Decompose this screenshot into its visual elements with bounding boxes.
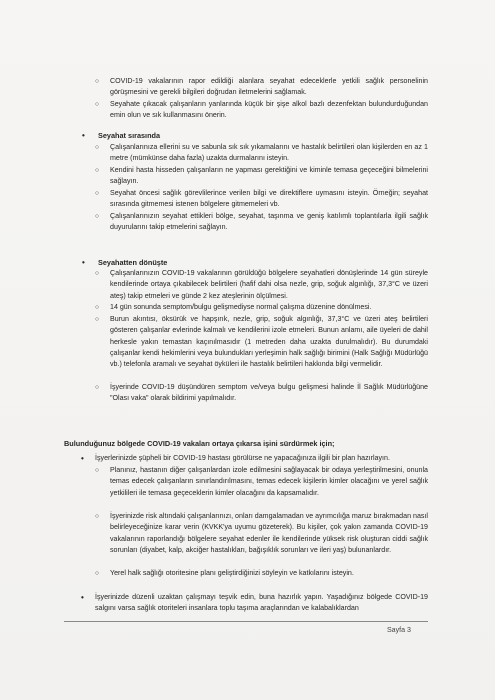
circle-bullet-icon: ○: [95, 513, 99, 520]
circle-bullet-icon: ○: [95, 304, 99, 311]
disc-bullet-icon: •: [82, 131, 85, 140]
circle-bullet-icon: ○: [95, 190, 99, 197]
circle-bullet-icon: ○: [95, 167, 99, 174]
disc-bullet-icon: •: [81, 593, 84, 602]
list-item: ○ Kendini hasta hisseden çalışanların ne yapması gerektiğini ve kiminle temasa geçeceğini bilmelerini sağlayın.: [95, 166, 428, 186]
list-item: ○ Burun akıntısı, öksürük ve hapşırık, nezle, grip, soğuk algınlığı, 37,3°C ve üzeri ateş belirtileri gösteren çalışanlar evlerinde kalmalı ve kendilerini izole etmeleri. Bunun anlamı, aile üyeleri de dahil herkesle yakın temastan kaçınılmasıdır (1 metreden daha uzakta durulmalıdır). Bu durumdaki çalışanlar kendi hekimlerini veya bulundukları yerleşimin halk sağlığı birimini (Halk Sağlığı Müdürlüğü vb.) telefonla aramalı ve seyahat öyküleri ile hastalık belirtileri hakkında bilgi vermelidir.: [95, 315, 428, 369]
list-item: ○ Çalışanlarınıza ellerini su ve sabunla sık sık yıkamalarını ve hastalık belirtileri olan kişilerden en az 1 metre (mümkünse daha fazla) uzakta durmalarını isteyin.: [95, 143, 428, 163]
disc-bullet-icon: •: [82, 258, 85, 267]
circle-bullet-icon: ○: [95, 101, 99, 108]
list-item: ○ Seyahate çıkacak çalışanların yanlarında küçük bir şişe alkol bazlı dezenfektan bulundurduğundan emin olun ve sık kullanmasını önerin.: [95, 100, 428, 120]
list-item: ○ 14 gün sonunda semptom/bulgu gelişmediyse normal çalışma düzenine dönülmesi.: [110, 302, 428, 313]
footer-divider: [64, 621, 428, 622]
circle-bullet-icon: ○: [95, 384, 99, 391]
list-item: • İşyerlerinizde şüpheli bir COVID-19 hastası görülürse ne yapacağınıza ilgili bir plan hazırlayın.: [81, 454, 390, 463]
list-item: ○ Çalışanlarınızın COVID-19 vakalarının görüldüğü bölgelere seyahatleri dönüşlerinde 14 gün süreyle kendilerinde ortaya çıkabilecek belirtileri (hafif dahi olsa nezle, grip, soğuk algınlığı, 37,3°C ve üzeri ateş) takip etmeleri ve günde 2 kez ateşlerinin ölçülmesi.: [95, 269, 428, 300]
list-item: ○ İşyerinde COVID-19 düşündüren semptom ve/veya bulgu gelişmesi halinde İl Sağlık Müdürlüğüne "Olası vaka" olarak bildirimi yapılmalıdır.: [95, 383, 428, 403]
disc-bullet-icon: •: [81, 454, 84, 463]
list-item: ○ Planınız, hastanın diğer çalışanlardan izole edilmesini sağlayacak bir odaya yerleştirilmesini, onunla temas edecek çalışanların sınırlandırılmasını, temas edecek kişilerin kimler olacağını ve yerel sağlık yetkilileri ile temasa geçeceklerin kimler olacağını da kapsamalıdır.: [95, 466, 428, 497]
circle-bullet-icon: ○: [95, 467, 99, 474]
circle-bullet-icon: ○: [95, 144, 99, 151]
circle-bullet-icon: ○: [95, 316, 99, 323]
list-item: • İşyerinizde düzenli uzaktan çalışmayı teşvik edin, buna hazırlık yapın. Yaşadığınız bölgede COVID-19 salgını varsa sağlık otoriteleri insanlara toplu taşıma araçlarından ve kalabalıklardan: [81, 593, 428, 613]
circle-bullet-icon: ○: [95, 570, 99, 577]
circle-bullet-icon: ○: [95, 78, 99, 85]
list-item: ○ Çalışanlarınızın seyahat ettikleri bölge, seyahat, taşınma ve geniş katılımlı toplantılarla ilgili sağlık duyurularını takip etmelerini sağlayın.: [95, 212, 428, 232]
heading-seyahatten-donuste: • Seyahatten dönüşte: [82, 258, 168, 267]
page-number: Sayfa 3: [386, 626, 411, 634]
circle-bullet-icon: ○: [95, 213, 99, 220]
circle-bullet-icon: ○: [95, 270, 99, 277]
heading-seyahat-sirasinda: • Seyahat sırasında: [82, 131, 161, 140]
list-item: ○ Seyahat öncesi sağlık görevlilerince verilen bilgi ve direktiflere uymasını isteyin. Örneğin; seyahat sırasında gitmemesi istenen bölgelere gitmemeleri vb.: [95, 189, 428, 209]
list-item: ○ Yerel halk sağlığı otoritesine planı geliştirdiğinizi söyleyin ve katkılarını isteyin.: [110, 568, 428, 579]
section-title: Bulunduğunuz bölgede COVID-19 vakaları ortaya çıkarsa işini sürdürmek için;: [64, 439, 335, 448]
list-item: ○ COVID-19 vakalarının rapor edildiği alanlara seyahat edeceklerle yetkili sağlık personelinin görüşmesini ve gerekli bilgileri doğrudan iletmelerini sağlamak.: [95, 77, 428, 97]
list-item: ○ İşyerinizde risk altındaki çalışanlarınızı, onları damgalamadan ve ayrımcılığa maruz bırakmadan nasıl belirleyeceğinize karar verin (KVKK'ya uyumu gözeterek). Bu kişiler, çok yakın zamanda COVID-19 vakalarının raporlandığı bölgelere seyahat edenler ile kendilerinde yüksek risk oluşturan ciddi sağlık sorunları (diyabet, kalp, akciğer hastalıkları, bağışıklık sorunları ve ileri yaş) bulunanlardır.: [95, 512, 428, 554]
